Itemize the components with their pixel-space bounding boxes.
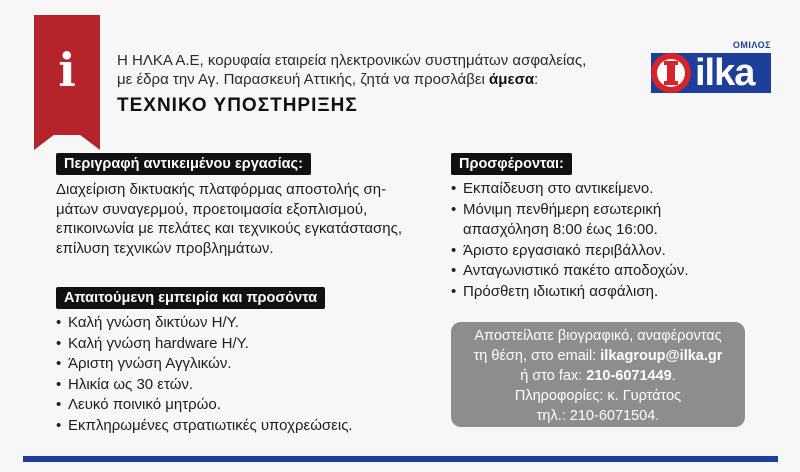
description-label: Περιγραφή αντικειμένου εργασίας: bbox=[56, 153, 311, 175]
logo-brand-text: ilka bbox=[695, 52, 755, 94]
contact-line-4: Πληροφορίες: κ. Γυρτάτος bbox=[514, 388, 682, 404]
offered-list bbox=[451, 179, 771, 302]
intro-line-2: με έδρα την Αγ. Παρασκευή Αττικής, ζητά να προσλάβει άμεσα: bbox=[117, 71, 539, 88]
contact-line-2: τη θέση, στο email: ilkagroup@ilka.gr bbox=[473, 348, 723, 364]
contact-line-1: Αποστείλατε βιογραφικό, αναφέροντας bbox=[474, 328, 722, 344]
list-item: • Καλή γνώση hardware Η/Υ. bbox=[56, 334, 436, 355]
bottom-divider bbox=[23, 456, 778, 462]
contact-fax: 210-6071449 bbox=[586, 368, 672, 384]
requirements-label: Απαιτούμενη εμπειρία και προσόντα bbox=[56, 287, 325, 309]
list-item: • Άριστο εργασιακό περιβάλλον. bbox=[451, 241, 771, 262]
info-ribbon bbox=[34, 15, 100, 135]
offered-label: Προσφέρονται: bbox=[451, 153, 572, 175]
ilka-logo bbox=[651, 40, 771, 96]
list-item: • Ηλικία ως 30 ετών. bbox=[56, 375, 436, 396]
description-text bbox=[56, 180, 436, 258]
contact-box bbox=[451, 322, 745, 427]
info-icon: i bbox=[58, 43, 76, 97]
list-item: • Άριστη γνώση Αγγλικών. bbox=[56, 354, 436, 375]
intro-emphasis: άμεσα bbox=[489, 71, 535, 88]
contact-line-3: ή στο fax: 210-6071449. bbox=[520, 368, 676, 384]
logo-mark bbox=[651, 50, 771, 96]
list-item: • Εκπληρωμένες στρατιωτικές υποχρεώσεις. bbox=[56, 416, 436, 437]
job-title: ΤΕΧΝΙΚΟ ΥΠΟΣΤΗΡΙΞΗΣ bbox=[117, 95, 358, 116]
requirements-list bbox=[56, 313, 436, 436]
description-line: μάτων συναγερμού, προετοιμασία εξοπλισμού, bbox=[56, 200, 368, 218]
list-item: • Καλή γνώση δικτύων Η/Υ. bbox=[56, 313, 436, 334]
description-line: επικοινωνία με πελάτες και τεχνικούς εγκατάστασης, bbox=[56, 220, 402, 237]
intro-text bbox=[117, 51, 617, 89]
intro-line-1: Η ΗΛΚΑ Α.Ε, κορυφαία εταιρεία ηλεκτρονικών συστημάτων ασφαλείας, bbox=[117, 52, 587, 69]
list-item: • Εκπαίδευση στο αντικείμενο. bbox=[451, 179, 771, 200]
description-line: επίλυση τεχνικών προβλημάτων. bbox=[56, 239, 274, 257]
list-item: • Ανταγωνιστικό πακέτο αποδοχών. bbox=[451, 261, 771, 282]
logo-group-label: ΟΜΙΛΟΣ bbox=[732, 40, 771, 50]
description-line: Διαχείριση δικτυακής πλατφόρμας αποστολής ση- bbox=[56, 181, 387, 198]
contact-line-5: τηλ.: 210-6071504. bbox=[536, 408, 660, 424]
list-item: • Λευκό ποινικό μητρώο. bbox=[56, 395, 436, 416]
list-item: • Μόνιμη πενθήμερη εσωτερική απασχόληση 8:00 έως 16:00. bbox=[451, 200, 771, 241]
contact-email-link[interactable]: ilkagroup@ilka.gr bbox=[600, 348, 723, 364]
list-item: • Πρόσθετη ιδιωτική ασφάλιση. bbox=[451, 282, 771, 303]
